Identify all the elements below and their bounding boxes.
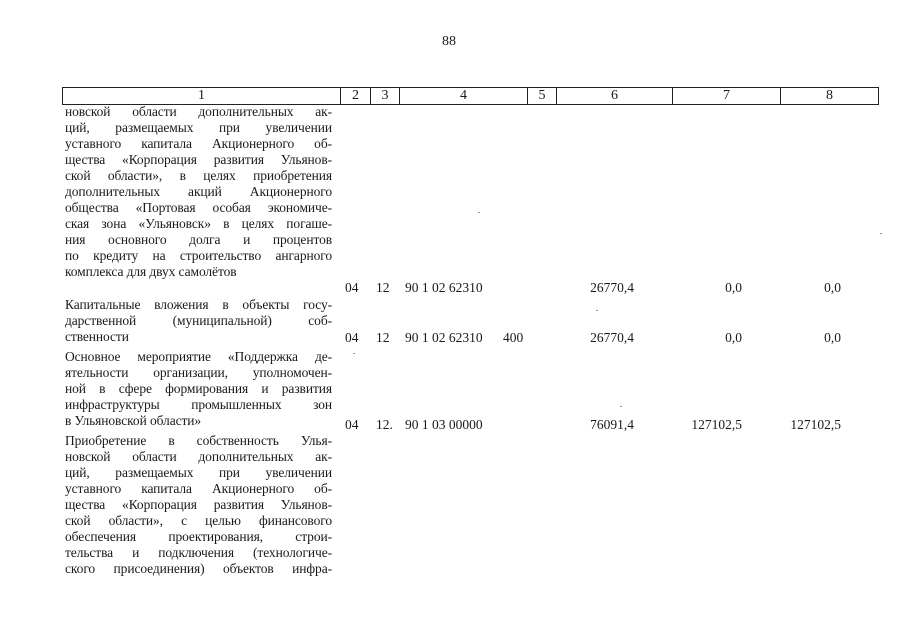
row-4-line-6: ской области», с целью финансового xyxy=(65,513,332,528)
row-3-line-1: Основное мероприятие «Поддержка де- xyxy=(65,349,332,364)
row-1-line-9: ния основного долга и процентов xyxy=(65,232,332,247)
row-2-col-7: 0,0 xyxy=(725,330,742,345)
scan-speck xyxy=(353,353,355,354)
row-1-col-7: 0,0 xyxy=(725,280,742,295)
row-2-line-1: Капитальные вложения в объекты госу- xyxy=(65,297,332,312)
column-header-4: 4 xyxy=(400,88,528,105)
column-header-2: 2 xyxy=(341,88,371,105)
row-3-col-2: 04 xyxy=(345,417,359,432)
row-1-line-11: комплекса для двух самолётов xyxy=(65,264,237,279)
column-header-5: 5 xyxy=(528,88,557,105)
row-3-description xyxy=(65,349,332,429)
row-3-line-4: инфраструктуры промышленных зон xyxy=(65,397,332,412)
row-1-line-2: ций, размещаемых при увеличении xyxy=(65,120,332,135)
row-1-line-3: уставного капитала Акционерного об- xyxy=(65,136,332,151)
row-4-line-4: уставного капитала Акционерного об- xyxy=(65,481,332,496)
row-1-line-10: по кредиту на строительство ангарного xyxy=(65,248,332,263)
scan-speck xyxy=(620,406,622,407)
row-1-col-8: 0,0 xyxy=(824,280,841,295)
row-3-line-5: в Ульяновской области» xyxy=(65,413,202,428)
row-4-line-9: ского присоединения) объектов инфра- xyxy=(65,561,332,576)
scan-speck xyxy=(478,212,480,213)
row-4-description xyxy=(65,433,332,577)
row-3-line-2: ятельности организации, уполномочен- xyxy=(65,365,332,380)
row-1-description xyxy=(65,104,332,280)
page-number: 88 xyxy=(442,34,456,49)
row-1-line-6: дополнительных акций Акционерного xyxy=(65,184,332,199)
row-2-line-2: дарственной (муниципальной) соб- xyxy=(65,313,332,328)
column-header-row xyxy=(62,87,879,105)
row-3-col-6: 76091,4 xyxy=(590,417,634,432)
row-2-col-5: 400 xyxy=(503,330,524,345)
row-3-col-4: 90 1 03 00000 xyxy=(405,417,483,432)
row-2-col-3: 12 xyxy=(376,330,390,345)
row-1-col-2: 04 xyxy=(345,280,359,295)
row-3-line-3: ной в сфере формирования и развития xyxy=(65,381,332,396)
row-2-description xyxy=(65,297,332,345)
row-4-line-5: щества «Корпорация развития Ульянов- xyxy=(65,497,332,512)
row-4-line-8: тельства и подключения (технологиче- xyxy=(65,545,332,560)
row-3-col-7: 127102,5 xyxy=(691,417,742,432)
row-1-col-3: 12 xyxy=(376,280,390,295)
row-2-line-3: ственности xyxy=(65,329,129,344)
row-3-col-3: 12. xyxy=(376,417,393,432)
column-header-8: 8 xyxy=(781,88,879,105)
row-3-col-8: 127102,5 xyxy=(790,417,841,432)
column-header-1: 1 xyxy=(63,88,341,105)
scan-speck xyxy=(880,233,882,234)
row-2-col-8: 0,0 xyxy=(824,330,841,345)
row-4-line-3: ций, размещаемых при увеличении xyxy=(65,465,332,480)
row-1-line-1: новской области дополнительных ак- xyxy=(65,104,332,119)
row-1-line-8: ская зона «Ульяновск» в целях погаше- xyxy=(65,216,332,231)
row-1-col-6: 26770,4 xyxy=(590,280,634,295)
row-4-line-7: обеспечения проектирования, строи- xyxy=(65,529,332,544)
row-1-col-4: 90 1 02 62310 xyxy=(405,280,483,295)
row-1-line-5: ской области», в целях приобретения xyxy=(65,168,332,183)
row-1-line-4: щества «Корпорация развития Ульянов- xyxy=(65,152,332,167)
column-header-3: 3 xyxy=(371,88,400,105)
column-header-6: 6 xyxy=(557,88,673,105)
row-2-col-4: 90 1 02 62310 xyxy=(405,330,483,345)
column-header-7: 7 xyxy=(673,88,781,105)
row-1-line-7: общества «Портовая особая экономиче- xyxy=(65,200,332,215)
row-2-col-2: 04 xyxy=(345,330,359,345)
row-4-line-1: Приобретение в собственность Улья- xyxy=(65,433,332,448)
scan-speck xyxy=(596,310,598,311)
row-2-col-6: 26770,4 xyxy=(590,330,634,345)
row-4-line-2: новской области дополнительных ак- xyxy=(65,449,332,464)
